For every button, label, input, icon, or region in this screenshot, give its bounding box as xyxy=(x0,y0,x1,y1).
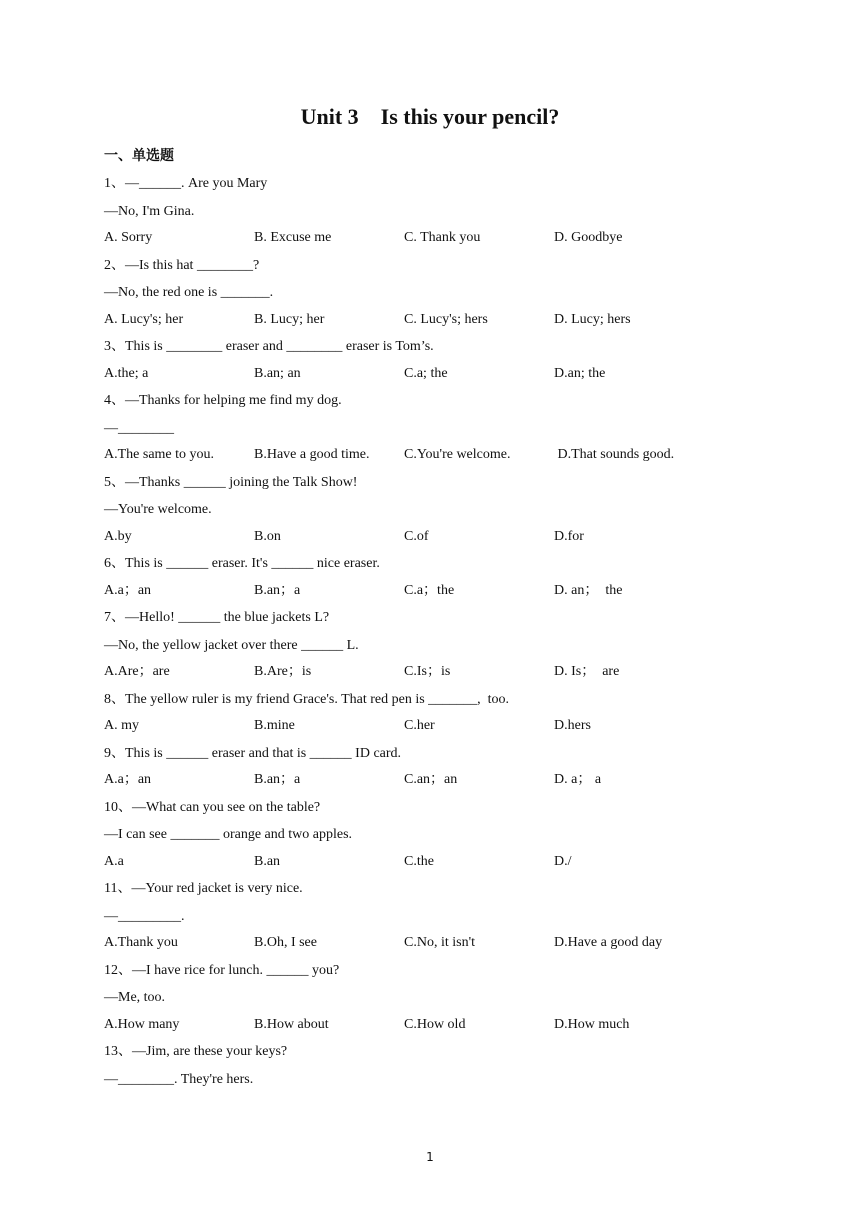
option-a[interactable]: A.a；an xyxy=(104,582,152,598)
question-stem: 3、This is ________ eraser and ________ eraser is Tom’s. xyxy=(104,339,434,354)
option-a[interactable]: A.a；an xyxy=(104,772,152,787)
option-a[interactable]: A.Thank you xyxy=(104,935,178,950)
question-2 xyxy=(104,252,764,334)
option-d[interactable]: D.hers xyxy=(554,718,591,733)
option-c[interactable]: C. Thank you xyxy=(404,230,481,245)
option-b[interactable]: B.an xyxy=(254,853,281,869)
answer-options xyxy=(104,307,764,334)
section-heading: 一、单选题 xyxy=(104,148,174,164)
option-d[interactable]: D. Is； are xyxy=(554,664,620,679)
question-11 xyxy=(104,875,764,957)
option-c[interactable]: C.Is；is xyxy=(404,664,451,679)
option-d[interactable]: D. Lucy; hers xyxy=(554,311,631,327)
question-9 xyxy=(104,740,764,794)
option-a[interactable]: A.by xyxy=(104,528,132,544)
option-a[interactable]: A.How many xyxy=(104,1016,180,1032)
question-4 xyxy=(104,387,764,469)
question-stem: 8、The yellow ruler is my friend Grace's. That red pen is _______, too. xyxy=(104,691,510,707)
question-3 xyxy=(104,333,764,387)
question-stem: 10、—What can you see on the table? xyxy=(104,799,321,815)
question-stem: 11、—Your red jacket is very nice. xyxy=(104,881,303,896)
page-number: 1 xyxy=(426,1150,434,1164)
option-c[interactable]: C.the xyxy=(404,853,434,869)
option-d[interactable]: D.for xyxy=(554,528,584,544)
question-13 xyxy=(104,1038,764,1093)
answer-options xyxy=(104,361,764,388)
option-b[interactable]: B.mine xyxy=(254,718,295,733)
question-response-line: —I can see _______ orange and two apples. xyxy=(104,827,353,842)
question-stem: 6、This is ______ eraser. It's ______ nice eraser. xyxy=(104,556,380,571)
question-10 xyxy=(104,794,764,876)
option-d[interactable]: D. a； a xyxy=(554,772,602,787)
option-b[interactable]: B.an；a xyxy=(254,582,301,598)
document-title: Unit 3 Is this your pencil? xyxy=(300,104,560,129)
option-a[interactable]: A.the; a xyxy=(104,365,149,381)
option-d[interactable]: D.How much xyxy=(554,1016,630,1032)
option-d[interactable]: D.Have a good day xyxy=(554,935,663,950)
option-a[interactable]: A. my xyxy=(104,718,139,733)
question-list xyxy=(104,170,764,1093)
option-c[interactable]: C.an；an xyxy=(404,772,458,787)
answer-options xyxy=(104,442,764,469)
answer-options xyxy=(104,578,764,605)
question-response-line: —No, the red one is _______. xyxy=(104,285,274,300)
option-c[interactable]: C. Lucy's; hers xyxy=(404,311,488,327)
answer-options xyxy=(104,659,764,686)
question-12 xyxy=(104,957,764,1039)
question-8 xyxy=(104,686,764,740)
question-response-line: —________. They're hers. xyxy=(104,1071,254,1087)
option-d[interactable]: D. an； the xyxy=(554,582,623,598)
answer-options xyxy=(104,713,764,740)
option-a[interactable]: A.The same to you. xyxy=(104,447,215,462)
option-b[interactable]: B.How about xyxy=(254,1016,329,1032)
option-d[interactable]: D.That sounds good. xyxy=(554,447,675,462)
question-response-line: —No, I'm Gina. xyxy=(104,203,195,219)
option-a[interactable]: A. Sorry xyxy=(104,230,153,245)
question-response-line: —No, the yellow jacket over there ______ L. xyxy=(104,637,359,653)
option-b[interactable]: B.an；a xyxy=(254,772,301,787)
answer-options xyxy=(104,1012,764,1039)
option-d[interactable]: D.an; the xyxy=(554,365,606,381)
answer-options xyxy=(104,767,764,794)
answer-options xyxy=(104,225,764,252)
answer-options xyxy=(104,849,764,876)
option-c[interactable]: C.How old xyxy=(404,1016,466,1032)
question-1 xyxy=(104,170,764,252)
option-b[interactable]: B. Lucy; her xyxy=(254,311,325,327)
option-b[interactable]: B.Oh, I see xyxy=(254,935,317,950)
option-a[interactable]: A. Lucy's; her xyxy=(104,311,184,327)
question-response-line: —You're welcome. xyxy=(104,502,212,517)
option-c[interactable]: C.You're welcome. xyxy=(404,447,511,462)
option-c[interactable]: C.her xyxy=(404,718,435,733)
option-c[interactable]: C.a；the xyxy=(404,582,455,598)
option-c[interactable]: C.of xyxy=(404,528,429,544)
option-a[interactable]: A.a xyxy=(104,853,124,869)
question-stem: 12、—I have rice for lunch. ______ you? xyxy=(104,962,340,978)
option-b[interactable]: B.on xyxy=(254,528,281,544)
question-response-line: —________ xyxy=(104,420,174,436)
option-d[interactable]: D. Goodbye xyxy=(554,230,623,245)
option-a[interactable]: A.Are；are xyxy=(104,664,170,679)
question-response-line: —_________. xyxy=(104,908,185,924)
option-b[interactable]: B. Excuse me xyxy=(254,230,332,245)
question-stem: 5、—Thanks ______ joining the Talk Show! xyxy=(104,474,358,490)
question-6 xyxy=(104,550,764,604)
question-response-line: —Me, too. xyxy=(104,990,166,1005)
question-stem: 7、—Hello! ______ the blue jackets L? xyxy=(104,610,330,625)
answer-options xyxy=(104,930,764,957)
option-c[interactable]: C.No, it isn't xyxy=(404,935,475,950)
question-stem: 13、—Jim, are these your keys? xyxy=(104,1044,288,1059)
option-d[interactable]: D./ xyxy=(554,853,572,869)
option-c[interactable]: C.a; the xyxy=(404,365,448,381)
question-7 xyxy=(104,604,764,686)
question-stem: 1、—______. Are you Mary xyxy=(104,176,268,191)
option-b[interactable]: B.an; an xyxy=(254,365,301,381)
question-5 xyxy=(104,469,764,551)
question-stem: 2、—Is this hat ________? xyxy=(104,257,260,273)
question-stem: 9、This is ______ eraser and that is ______ ID card. xyxy=(104,745,402,761)
answer-options xyxy=(104,524,764,551)
option-b[interactable]: B.Are；is xyxy=(254,664,312,679)
question-stem: 4、—Thanks for helping me find my dog. xyxy=(104,393,342,408)
option-b[interactable]: B.Have a good time. xyxy=(254,447,370,462)
